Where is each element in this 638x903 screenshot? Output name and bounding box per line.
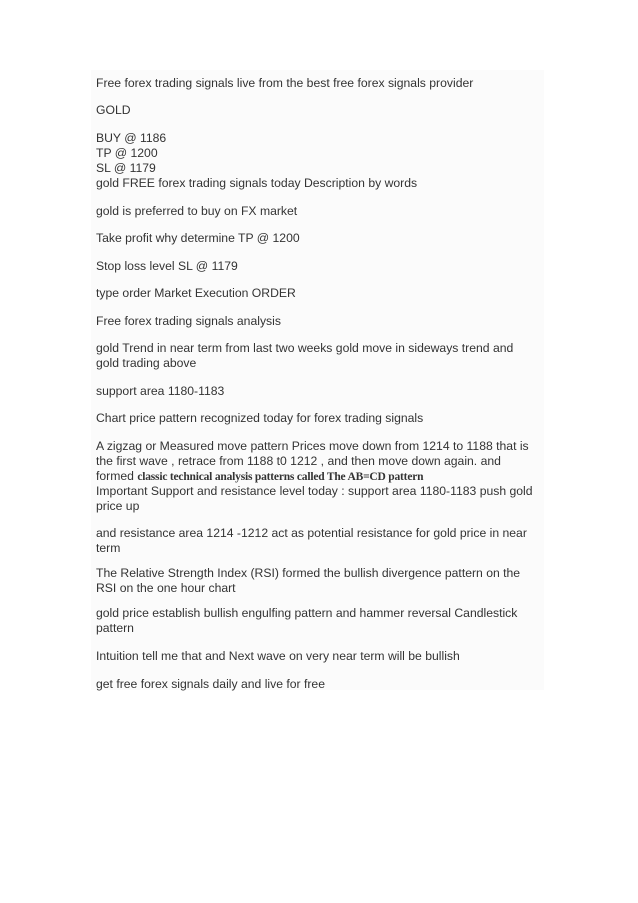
body-line: gold Trend in near term from last two weeks gold move in sideways trend and — [96, 341, 514, 355]
body-line: Stop loss level SL @ 1179 — [96, 259, 238, 273]
body-line: gold price establish bullish engulfing pattern and hammer reversal Candlestick — [96, 606, 518, 620]
formed-text: formed — [96, 469, 134, 483]
body-line: A zigzag or Measured move pattern Prices move down from 1214 to 1188 that is — [96, 439, 529, 453]
closing-line: get free forex signals daily and live for free — [96, 677, 325, 691]
body-line — [96, 469, 423, 485]
tp-line: TP @ 1200 — [96, 146, 158, 160]
body-line: Intuition tell me that and Next wave on very near term will be bullish — [96, 649, 460, 663]
body-line: and resistance area 1214 -1212 act as potential resistance for gold price in near — [96, 526, 527, 540]
body-line: RSI on the one hour chart — [96, 581, 236, 595]
body-line: gold trading above — [96, 356, 197, 370]
body-line: term — [96, 541, 121, 555]
buy-line: BUY @ 1186 — [96, 131, 167, 145]
symbol-line: GOLD — [96, 103, 131, 117]
body-line: pattern — [96, 621, 134, 635]
body-line: Take profit why determine TP @ 1200 — [96, 231, 300, 245]
body-line: the first wave , retrace from 1188 t0 1212 , and then move down again. and — [96, 454, 501, 468]
body-line: Chart price pattern recognized today for forex trading signals — [96, 411, 424, 425]
body-line: gold is preferred to buy on FX market — [96, 204, 298, 218]
pattern-name-bold: classic technical analysis patterns called The AB=CD pattern — [137, 471, 424, 483]
body-line: price up — [96, 499, 140, 513]
body-line: Important Support and resistance level today : support area 1180-1183 push gold — [96, 484, 533, 498]
content-area — [91, 70, 544, 690]
body-line: The Relative Strength Index (RSI) formed the bullish divergence pattern on the — [96, 566, 521, 580]
description-line: gold FREE forex trading signals today Description by words — [96, 176, 418, 190]
body-line: type order Market Execution ORDER — [96, 286, 296, 300]
section-heading: Free forex trading signals analysis — [96, 314, 281, 328]
title-line: Free forex trading signals live from the best free forex signals provider — [96, 76, 474, 90]
sl-line: SL @ 1179 — [96, 161, 156, 175]
body-line: support area 1180-1183 — [96, 384, 225, 398]
